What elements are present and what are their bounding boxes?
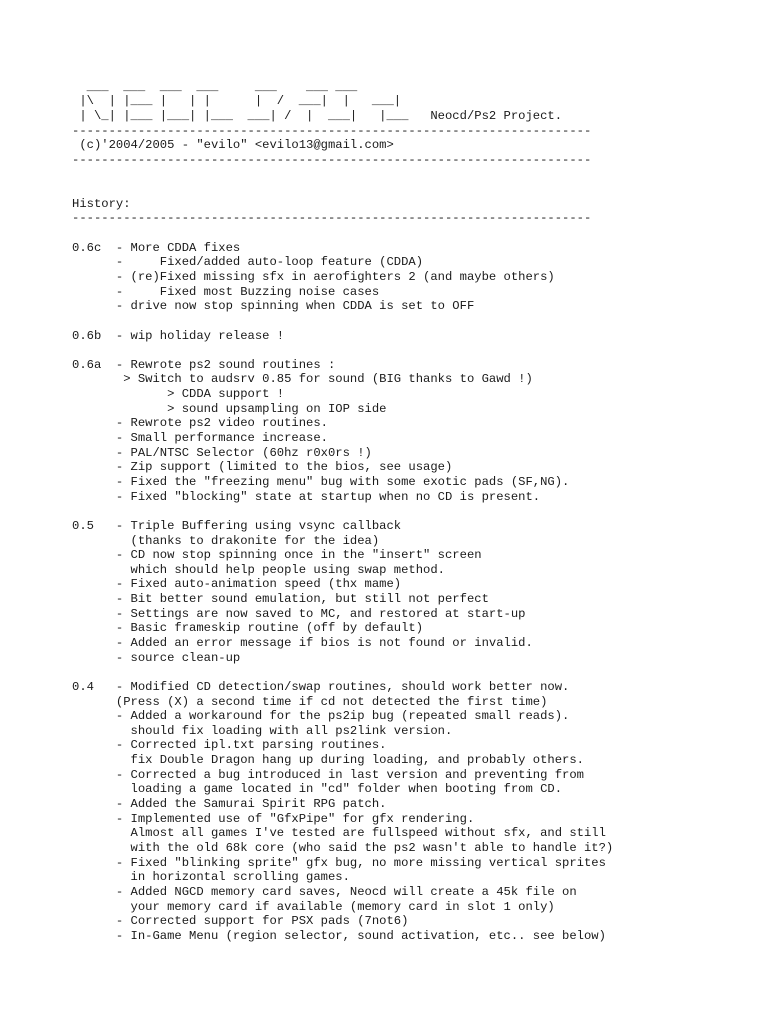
document-line: - Corrected a bug introduced in last version and preventing from: [72, 767, 584, 782]
document-line: ___ ___ ___ ___ ___ ___ ___: [72, 79, 358, 94]
document-page: [72, 65, 752, 943]
document-line: fix Double Dragon hang up during loading, and probably others.: [72, 753, 584, 768]
document-line: your memory card if available (memory card in slot 1 only): [72, 899, 555, 914]
document-line: 0.6b - wip holiday release !: [72, 328, 285, 343]
document-line: > CDDA support !: [72, 387, 285, 402]
document-line: - Added NGCD memory card saves, Neocd will create a 45k file on: [72, 884, 577, 899]
document-line: - Corrected ipl.txt parsing routines.: [72, 738, 387, 753]
document-line: which should help people using swap method.: [72, 562, 445, 577]
document-line: - drive now stop spinning when CDDA is set to OFF: [72, 299, 475, 314]
document-line: - Added the Samurai Spirit RPG patch.: [72, 797, 387, 812]
document-line: - Fixed the "freezing menu" bug with some exotic pads (SF,NG).: [72, 474, 570, 489]
document-line: - Fixed "blocking" state at startup when no CD is present.: [72, 489, 541, 504]
document-line: - Small performance increase.: [72, 431, 328, 446]
document-line: [72, 314, 752, 329]
document-line: - Implemented use of "GfxPipe" for gfx rendering.: [72, 811, 475, 826]
document-line: [72, 167, 752, 182]
document-line: | \_| |___ |___| |___ ___| / | ___| |___ Neocd/Ps2 Project.: [72, 108, 563, 123]
document-line: [72, 504, 752, 519]
document-line: loading a game located in "cd" folder when booting from CD.: [72, 782, 563, 797]
document-line: [72, 343, 752, 358]
document-line: -----------------------------------------------------------------------: [72, 211, 592, 226]
document-line: - CD now stop spinning once in the "insert" screen: [72, 548, 482, 563]
document-line: - Fixed "blinking sprite" gfx bug, no more missing vertical sprites: [72, 855, 606, 870]
document-line: History:: [72, 196, 131, 211]
document-line: > sound upsampling on IOP side: [72, 401, 387, 416]
document-line: - In-Game Menu (region selector, sound activation, etc.. see below): [72, 928, 606, 943]
document-line: 0.5 - Triple Buffering using vsync callback: [72, 518, 402, 533]
document-line: - Fixed auto-animation speed (thx mame): [72, 577, 402, 592]
document-line: [72, 665, 752, 680]
document-line: - (re)Fixed missing sfx in aerofighters 2 (and maybe others): [72, 269, 555, 284]
document-line: 0.6a - Rewrote ps2 sound routines :: [72, 357, 336, 372]
document-line: in horizontal scrolling games.: [72, 870, 350, 885]
document-line: [72, 226, 752, 241]
document-line: [72, 182, 752, 197]
document-line: -----------------------------------------------------------------------: [72, 123, 592, 138]
document-line: Almost all games I've tested are fullspeed without sfx, and still: [72, 826, 606, 841]
document-line: - Added an error message if bios is not found or invalid.: [72, 635, 533, 650]
document-line: - Basic frameskip routine (off by default): [72, 621, 424, 636]
document-line: - Added a workaround for the ps2ip bug (repeated small reads).: [72, 709, 570, 724]
document-line: should fix loading with all ps2link version.: [72, 723, 453, 738]
document-line: - Fixed most Buzzing noise cases: [72, 284, 380, 299]
document-line: with the old 68k core (who said the ps2 wasn't able to handle it?): [72, 840, 614, 855]
document-line: - Fixed/added auto-loop feature (CDDA): [72, 255, 424, 270]
document-line: -----------------------------------------------------------------------: [72, 152, 592, 167]
document-line: |\ | |___ | | | | / ___| | ___|: [72, 94, 402, 109]
document-line: 0.6c - More CDDA fixes: [72, 240, 241, 255]
document-line: 0.4 - Modified CD detection/swap routines, should work better now.: [72, 679, 570, 694]
document-line: - Bit better sound emulation, but still not perfect: [72, 592, 489, 607]
document-line: [72, 65, 752, 80]
document-line: - Zip support (limited to the bios, see usage): [72, 460, 453, 475]
document-line: > Switch to audsrv 0.85 for sound (BIG thanks to Gawd !): [72, 372, 533, 387]
document-line: (c)'2004/2005 - "evilo" <evilo13@gmail.com>: [72, 138, 394, 153]
document-line: - Settings are now saved to MC, and restored at start-up: [72, 606, 526, 621]
document-line: - PAL/NTSC Selector (60hz r0x0rs !): [72, 445, 372, 460]
document-line: (thanks to drakonite for the idea): [72, 533, 380, 548]
document-line: - source clean-up: [72, 650, 241, 665]
document-line: - Rewrote ps2 video routines.: [72, 416, 328, 431]
document-line: (Press (X) a second time if cd not detected the first time): [72, 694, 548, 709]
document-line: - Corrected support for PSX pads (7not6): [72, 914, 409, 929]
